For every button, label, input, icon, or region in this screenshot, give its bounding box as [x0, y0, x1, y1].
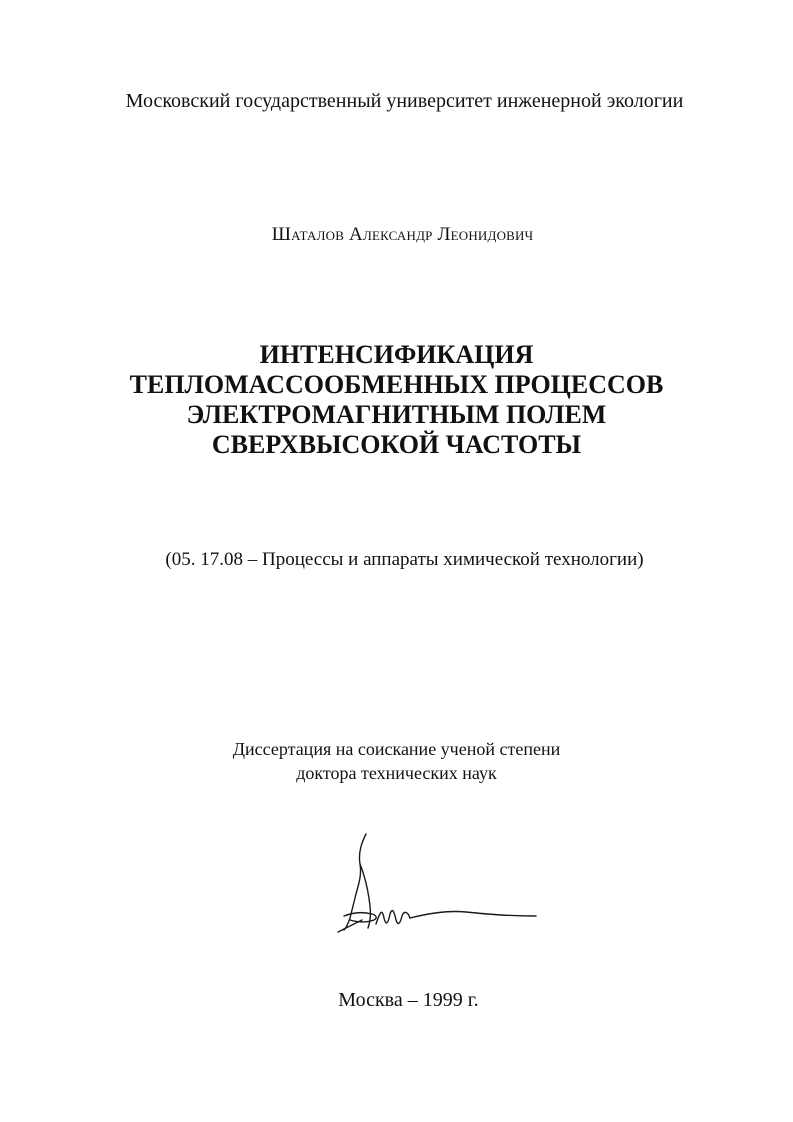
degree-line-1: Диссертация на соискание ученой степени — [232, 739, 561, 759]
signature-icon — [336, 828, 546, 938]
city-and-year: Москва – 1999 г. — [338, 989, 479, 1011]
title-line-3: ЭЛЕКТРОМАГНИТНЫМ ПОЛЕМ — [186, 400, 607, 429]
dissertation-title — [0, 340, 793, 460]
degree-line-2: доктора технических наук — [296, 763, 497, 783]
title-line-1: ИНТЕНСИФИКАЦИЯ — [259, 340, 534, 369]
title-line-2: ТЕПЛОМАССООБМЕННЫХ ПРОЦЕССОВ — [129, 370, 664, 399]
specialty-code: (05. 17.08 – Процессы и аппараты химической технологии) — [165, 549, 644, 570]
author-name: Шаталов Александр Леонидович — [271, 224, 534, 245]
university-name: Московский государственный университет инженерной экологии — [125, 90, 684, 112]
degree-statement — [0, 737, 793, 785]
title-line-4: СВЕРХВЫСОКОЙ ЧАСТОТЫ — [211, 430, 582, 459]
